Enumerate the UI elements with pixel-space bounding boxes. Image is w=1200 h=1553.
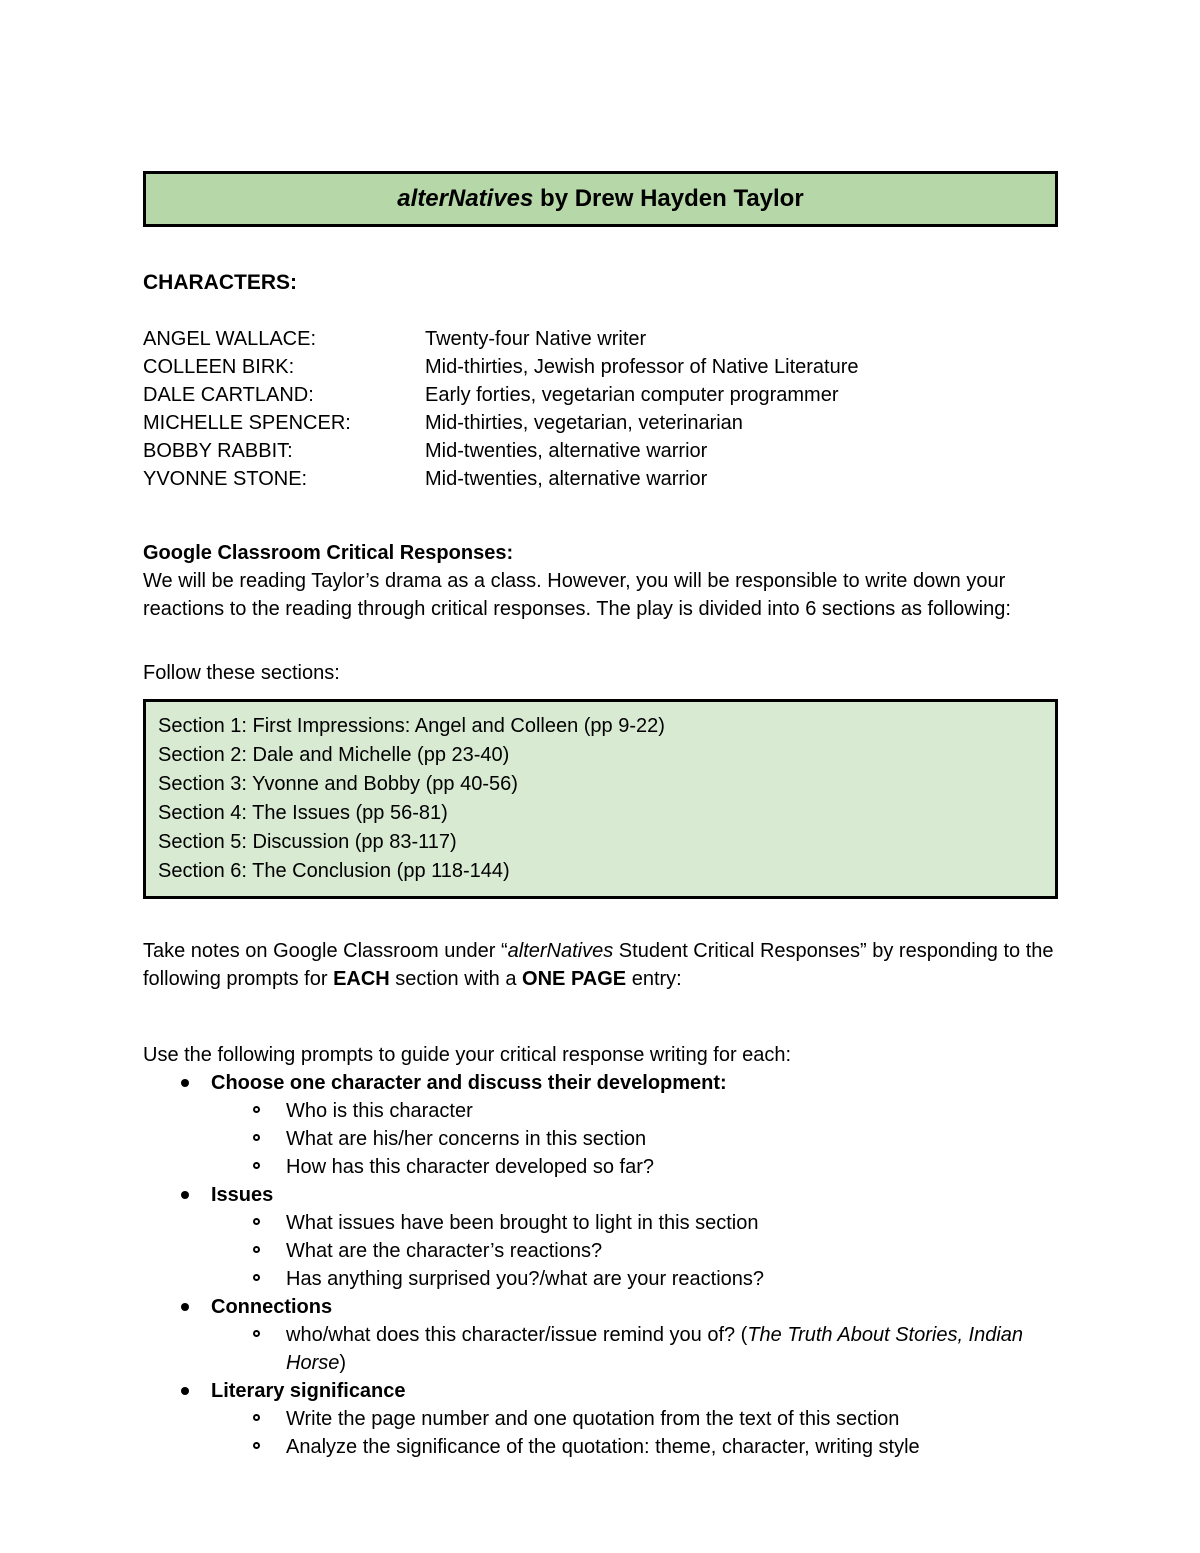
character-row bbox=[143, 465, 1058, 493]
prompt-item: Who is this character bbox=[286, 1100, 473, 1122]
character-desc: Mid-twenties, alternative warrior bbox=[425, 468, 708, 490]
prompt-group bbox=[143, 1293, 1058, 1377]
prompt-item bbox=[286, 1321, 1058, 1377]
take-notes-text: Student Critical Responses” by responding to the following prompts for bbox=[143, 940, 1054, 990]
character-row bbox=[143, 437, 1058, 465]
section-item: Section 4: The Issues (pp 56-81) bbox=[158, 802, 448, 824]
title-italic-part: alterNatives bbox=[397, 185, 534, 212]
prompt-group bbox=[143, 1377, 1058, 1461]
section-item: Section 6: The Conclusion (pp 118-144) bbox=[158, 860, 510, 882]
circle-bullet-icon bbox=[253, 1237, 286, 1253]
take-notes-bold-one-page: ONE PAGE bbox=[522, 968, 627, 990]
character-row bbox=[143, 353, 1058, 381]
character-row bbox=[143, 409, 1058, 437]
character-row bbox=[143, 381, 1058, 409]
prompt-item-line bbox=[143, 1097, 1058, 1125]
bullet-icon bbox=[181, 1069, 211, 1087]
circle-bullet-icon bbox=[253, 1153, 286, 1169]
take-notes-bold-each: EACH bbox=[333, 968, 390, 990]
take-notes-text: Take notes on Google Classroom under “ bbox=[143, 940, 508, 962]
take-notes-italic: alterNatives bbox=[507, 940, 614, 962]
prompt-item-line bbox=[143, 1153, 1058, 1181]
character-name: MICHELLE SPENCER: bbox=[143, 412, 351, 434]
prompt-item-line bbox=[143, 1433, 1058, 1461]
prompt-item-book-titles: The Truth About Stories, Indian Horse bbox=[286, 1324, 1024, 1374]
prompt-item-text: ) bbox=[339, 1352, 347, 1374]
circle-bullet-icon bbox=[253, 1405, 286, 1421]
prompt-item-line bbox=[143, 1237, 1058, 1265]
character-name: COLLEEN BIRK: bbox=[143, 356, 295, 378]
classroom-body: We will be reading Taylor’s drama as a class. However, you will be responsible to write down your reactions to the reading through critical responses. The play is divided into 6 sections as following: bbox=[143, 570, 1011, 620]
character-name: ANGEL WALLACE: bbox=[143, 328, 317, 350]
prompt-item-text: who/what does this character/issue remind you of? ( bbox=[286, 1324, 748, 1346]
title-suffix: by Drew Hayden Taylor bbox=[533, 185, 804, 212]
characters-heading: CHARACTERS: bbox=[143, 271, 297, 294]
circle-bullet-icon bbox=[253, 1321, 286, 1337]
character-list bbox=[143, 325, 1058, 493]
character-name: BOBBY RABBIT: bbox=[143, 440, 293, 462]
classroom-heading: Google Classroom Critical Responses: bbox=[143, 542, 514, 564]
prompt-group-heading-line bbox=[143, 1293, 1058, 1321]
prompt-item: Analyze the significance of the quotation: theme, character, writing style bbox=[286, 1436, 920, 1458]
character-desc: Twenty-four Native writer bbox=[425, 328, 647, 350]
circle-bullet-icon bbox=[253, 1097, 286, 1113]
section-item: Section 2: Dale and Michelle (pp 23-40) bbox=[158, 744, 510, 766]
take-notes-text: entry: bbox=[626, 968, 682, 990]
character-desc: Early forties, vegetarian computer programmer bbox=[425, 384, 839, 406]
bullet-icon bbox=[181, 1377, 211, 1395]
prompt-group-heading-line bbox=[143, 1377, 1058, 1405]
prompt-group-heading: Connections bbox=[211, 1296, 333, 1318]
prompt-group-heading-line bbox=[143, 1181, 1058, 1209]
prompt-group bbox=[143, 1181, 1058, 1293]
character-name: YVONNE STONE: bbox=[143, 468, 308, 490]
prompt-item: What issues have been brought to light in this section bbox=[286, 1212, 759, 1234]
prompt-item: Write the page number and one quotation from the text of this section bbox=[286, 1408, 900, 1430]
section-item: Section 1: First Impressions: Angel and Colleen (pp 9-22) bbox=[158, 715, 665, 737]
character-name: DALE CARTLAND: bbox=[143, 384, 314, 406]
prompt-item: What are the character’s reactions? bbox=[286, 1240, 603, 1262]
sections-intro: Follow these sections: bbox=[143, 662, 340, 684]
circle-bullet-icon bbox=[253, 1209, 286, 1225]
character-desc: Mid-twenties, alternative warrior bbox=[425, 440, 708, 462]
character-desc: Mid-thirties, vegetarian, veterinarian bbox=[425, 412, 743, 434]
bullet-icon bbox=[181, 1293, 211, 1311]
prompt-item-line bbox=[143, 1125, 1058, 1153]
prompt-item: What are his/her concerns in this section bbox=[286, 1128, 647, 1150]
section-item: Section 3: Yvonne and Bobby (pp 40-56) bbox=[158, 773, 518, 795]
circle-bullet-icon bbox=[253, 1433, 286, 1449]
character-desc: Mid-thirties, Jewish professor of Native Literature bbox=[425, 356, 859, 378]
character-row bbox=[143, 325, 1058, 353]
title-banner bbox=[143, 171, 1058, 227]
circle-bullet-icon bbox=[253, 1265, 286, 1281]
prompt-item-line bbox=[143, 1405, 1058, 1433]
prompt-group bbox=[143, 1069, 1058, 1181]
prompt-group-heading-line bbox=[143, 1069, 1058, 1097]
section-item: Section 5: Discussion (pp 83-117) bbox=[158, 831, 457, 853]
prompt-item-line bbox=[143, 1265, 1058, 1293]
prompt-item: How has this character developed so far? bbox=[286, 1156, 654, 1178]
bullet-icon bbox=[181, 1181, 211, 1199]
circle-bullet-icon bbox=[253, 1125, 286, 1141]
take-notes-paragraph bbox=[143, 937, 1058, 993]
prompts-intro: Use the following prompts to guide your critical response writing for each: bbox=[143, 1044, 792, 1066]
prompt-item-line bbox=[143, 1209, 1058, 1237]
sections-box bbox=[143, 699, 1058, 899]
prompt-group-heading: Literary significance bbox=[211, 1380, 406, 1402]
take-notes-text: section with a bbox=[389, 968, 523, 990]
prompt-item-line bbox=[143, 1321, 1058, 1377]
prompt-group-heading: Choose one character and discuss their development: bbox=[211, 1072, 727, 1094]
prompt-item: Has anything surprised you?/what are your reactions? bbox=[286, 1268, 765, 1290]
prompt-group-heading: Issues bbox=[211, 1184, 274, 1206]
